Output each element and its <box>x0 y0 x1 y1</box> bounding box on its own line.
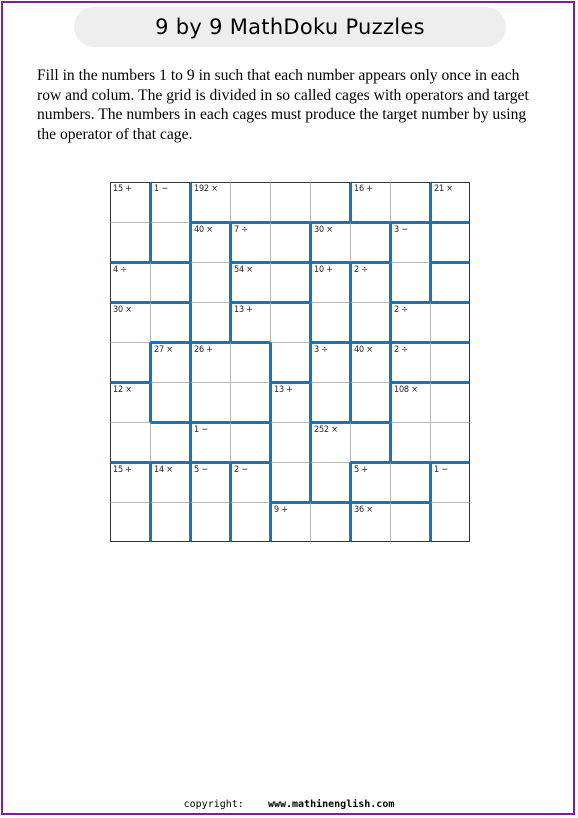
grid-cell[interactable] <box>430 262 470 302</box>
cage-clue: 14 × <box>154 465 173 475</box>
grid-cell[interactable] <box>190 222 230 262</box>
grid-cell[interactable] <box>270 302 310 342</box>
grid-cell[interactable] <box>230 262 270 302</box>
cage-clue: 27 × <box>154 345 173 355</box>
grid-cell[interactable] <box>310 222 350 262</box>
grid-cell[interactable] <box>390 182 430 222</box>
grid-cell[interactable] <box>150 422 190 462</box>
grid-cell[interactable] <box>270 502 310 542</box>
cage-clue: 5 + <box>354 465 368 475</box>
grid-cell[interactable] <box>350 462 390 502</box>
grid-cell[interactable] <box>390 462 430 502</box>
grid-cell[interactable] <box>230 422 270 462</box>
copyright-footer <box>0 799 578 810</box>
cage-clue: 21 × <box>434 184 453 194</box>
grid-cell[interactable] <box>310 262 350 302</box>
grid-cell[interactable] <box>230 302 270 342</box>
grid-cell[interactable] <box>150 502 190 542</box>
cage-clue: 1 − <box>194 425 208 435</box>
grid-cell[interactable] <box>190 302 230 342</box>
cage-clue: 2 − <box>234 465 248 475</box>
cage-clue: 54 × <box>234 265 253 275</box>
grid-cell[interactable] <box>110 262 150 302</box>
grid-cell[interactable] <box>310 302 350 342</box>
grid-cell[interactable] <box>190 382 230 422</box>
mathdoku-grid <box>110 182 470 542</box>
grid-cell[interactable] <box>310 182 350 222</box>
grid-cell[interactable] <box>230 462 270 502</box>
grid-cell[interactable] <box>190 182 230 222</box>
grid-cell[interactable] <box>350 262 390 302</box>
grid-cell[interactable] <box>430 382 470 422</box>
cage-clue: 2 ÷ <box>394 345 408 355</box>
grid-cell[interactable] <box>430 342 470 382</box>
grid-cell[interactable] <box>350 182 390 222</box>
instructions-text: Fill in the numbers 1 to 9 in such that each number appears only once in each row and colum. The grid is divided in so called cages with operators and target numbers. The numbers in each cages must produce the target number by using the operator of that cage. <box>37 67 529 143</box>
cage-clue: 7 ÷ <box>234 225 248 235</box>
page-title: 9 by 9 MathDoku Puzzles <box>155 15 425 39</box>
cage-clue: 3 − <box>394 225 408 235</box>
cage-clue: 5 − <box>194 465 208 475</box>
cage-clue: 30 × <box>113 305 132 315</box>
grid-cell[interactable] <box>310 462 350 502</box>
grid-cell[interactable] <box>110 382 150 422</box>
cage-clue: 36 × <box>354 505 373 515</box>
cage-clue: 15 + <box>113 465 132 475</box>
cage-clue: 1 − <box>154 184 168 194</box>
grid-cell[interactable] <box>110 422 150 462</box>
cage-clue: 2 ÷ <box>354 265 368 275</box>
grid-cell[interactable] <box>390 422 430 462</box>
grid-cell[interactable] <box>430 302 470 342</box>
grid-cell[interactable] <box>270 222 310 262</box>
grid-cell[interactable] <box>270 342 310 382</box>
grid-cell[interactable] <box>150 182 190 222</box>
title-banner <box>74 7 506 47</box>
cage-clue: 30 × <box>314 225 333 235</box>
cage-clue: 10 + <box>314 265 333 275</box>
grid-cell[interactable] <box>150 382 190 422</box>
grid-cell[interactable] <box>350 502 390 542</box>
grid-cell[interactable] <box>310 382 350 422</box>
grid-cell[interactable] <box>310 422 350 462</box>
grid-cell[interactable] <box>350 422 390 462</box>
grid-cell[interactable] <box>150 342 190 382</box>
grid-cell[interactable] <box>150 302 190 342</box>
grid-cell[interactable] <box>390 502 430 542</box>
grid-cell[interactable] <box>190 422 230 462</box>
grid-cell[interactable] <box>190 342 230 382</box>
grid-cell[interactable] <box>270 182 310 222</box>
copyright-label: copyright: <box>183 799 244 810</box>
grid-cell[interactable] <box>270 462 310 502</box>
grid-cell[interactable] <box>430 422 470 462</box>
grid-cell[interactable] <box>390 382 430 422</box>
cage-clue: 192 × <box>194 184 218 194</box>
cage-clue: 3 ÷ <box>314 345 328 355</box>
grid-cell[interactable] <box>110 222 150 262</box>
grid-cell[interactable] <box>390 342 430 382</box>
grid-cell[interactable] <box>190 262 230 302</box>
cage-clue: 15 + <box>113 184 132 194</box>
grid-cell[interactable] <box>430 462 470 502</box>
grid-cell[interactable] <box>350 342 390 382</box>
grid-cell[interactable] <box>150 262 190 302</box>
cage-clue: 13 + <box>234 305 253 315</box>
grid-cell[interactable] <box>110 502 150 542</box>
grid-cell[interactable] <box>390 302 430 342</box>
cage-clue: 16 + <box>354 184 373 194</box>
grid-cell[interactable] <box>230 382 270 422</box>
cage-clue: 40 × <box>194 225 213 235</box>
cage-clue: 26 + <box>194 345 213 355</box>
cage-clue: 12 × <box>113 385 132 395</box>
grid-cell[interactable] <box>110 342 150 382</box>
grid-cell[interactable] <box>310 342 350 382</box>
copyright-site: www.mathinenglish.com <box>267 799 395 810</box>
grid-cell[interactable] <box>350 222 390 262</box>
cage-clue: 108 × <box>394 385 418 395</box>
grid-cell[interactable] <box>230 182 270 222</box>
grid-cell[interactable] <box>310 502 350 542</box>
grid-cell[interactable] <box>110 302 150 342</box>
cage-clue: 1 − <box>434 465 448 475</box>
grid-cell[interactable] <box>230 342 270 382</box>
grid-cell[interactable] <box>270 422 310 462</box>
grid-cell[interactable] <box>190 462 230 502</box>
grid-cell[interactable] <box>270 262 310 302</box>
grid-cell[interactable] <box>350 302 390 342</box>
grid-cell[interactable] <box>110 182 150 222</box>
cage-clue: 9 + <box>274 505 288 515</box>
grid-cell[interactable] <box>150 462 190 502</box>
grid-cell[interactable] <box>430 182 470 222</box>
cage-clue: 2 ÷ <box>394 305 408 315</box>
grid-cell[interactable] <box>230 502 270 542</box>
grid-cell[interactable] <box>150 222 190 262</box>
grid-cell[interactable] <box>430 502 470 542</box>
cage-clue: 4 ÷ <box>113 265 127 275</box>
grid-cell[interactable] <box>350 382 390 422</box>
grid-cell[interactable] <box>430 222 470 262</box>
grid-cell[interactable] <box>270 382 310 422</box>
grid-cell[interactable] <box>390 222 430 262</box>
cage-clue: 13 + <box>274 385 293 395</box>
grid-cell[interactable] <box>110 462 150 502</box>
cage-clue: 252 × <box>314 425 338 435</box>
grid-cell[interactable] <box>390 262 430 302</box>
cage-clue: 40 × <box>354 345 373 355</box>
grid-cell[interactable] <box>230 222 270 262</box>
grid-cell[interactable] <box>190 502 230 542</box>
